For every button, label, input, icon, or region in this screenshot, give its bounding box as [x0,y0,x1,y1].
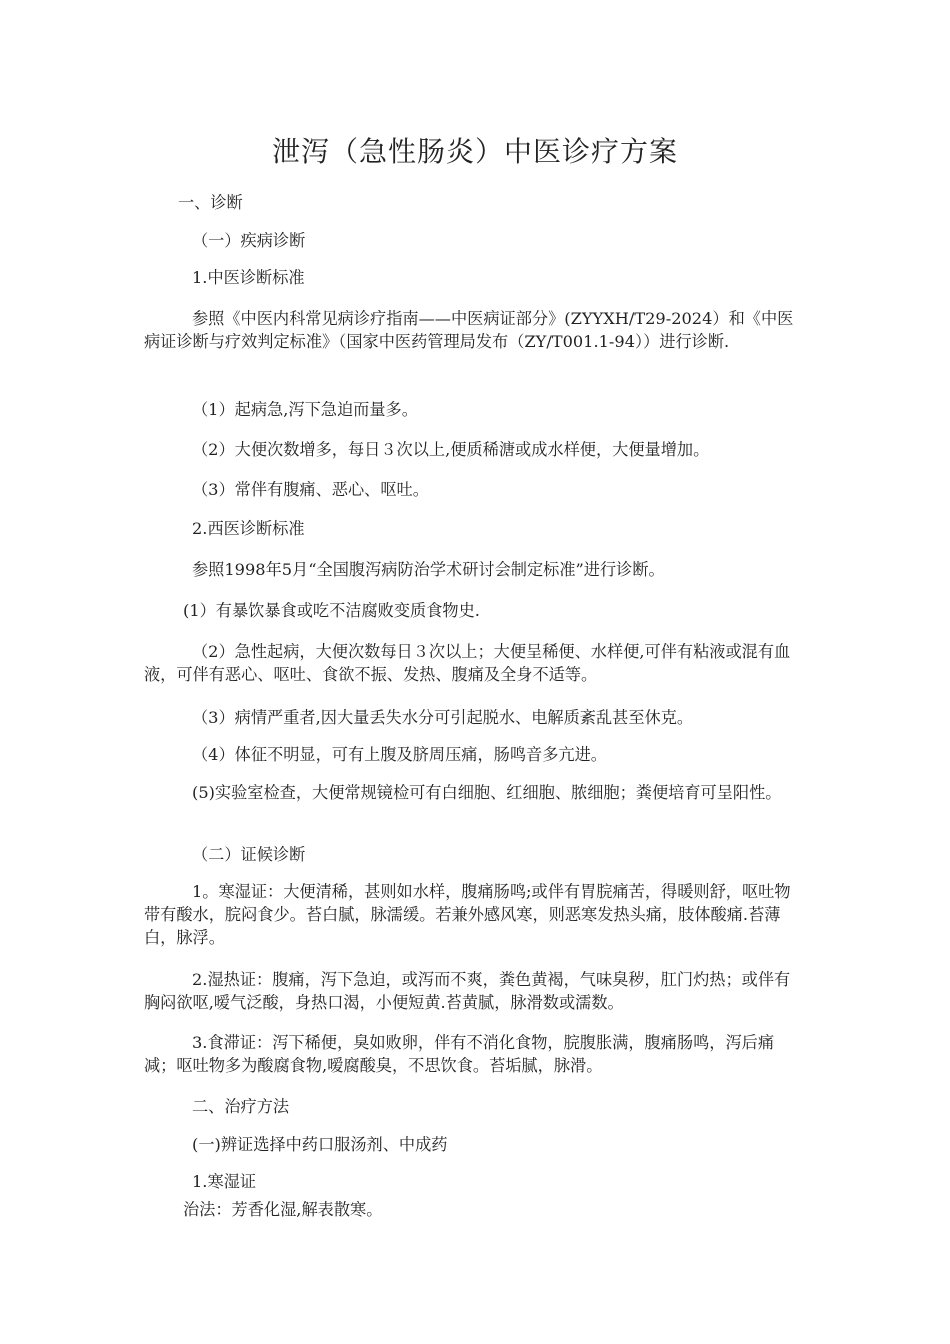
paragraph-food-stagnation-syndrome: 3.食滞证：泻下稀便，臭如败卵，伴有不消化食物，脘腹胀满，腹痛肠鸣，泻后痛减；呕吐物多为酸腐食物,嗳腐酸臭，不思饮食。苔垢腻，脉滑。 [144,1033,775,1075]
paragraph-western-item-4: （4）体征不明显，可有上腹及脐周压痛，肠鸣音多亢进。 [192,745,607,764]
document-title: 泄泻（急性肠炎）中医诊疗方案 [271,135,678,168]
section-heading-diagnosis: 一、诊断 [178,193,243,212]
subsection-heading-syndrome-diagnosis: （二）证候诊断 [192,845,306,864]
subsection-heading-herbal-medicine: (一)辨证选择中药口服汤剂、中成药 [192,1135,448,1154]
paragraph-western-reference: 参照1998年5月“全国腹泻病防治学术研讨会制定标准”进行诊断。 [192,560,665,579]
paragraph-tcm-item-2: （2）大便次数增多，每日３次以上,便质稀溏或成水样便，大便量增加。 [192,440,710,459]
paragraph-cold-damp-syndrome: 1。寒湿证：大便清稀，甚则如水样，腹痛肠鸣;或伴有胃脘痛苦，得暖则舒，呕吐物带有酸水，脘闷食少。苔白腻，脉濡缓。若兼外感风寒，则恶寒发热头痛，肢体酸痛.苔薄白，脉浮。 [144,882,791,947]
paragraph-tcm-item-1: （1）起病急,泻下急迫而量多。 [192,400,418,419]
paragraph-tcm-item-3: （3）常伴有腹痛、恶心、呕吐。 [192,480,429,499]
heading-tcm-criteria: 1.中医诊断标准 [192,268,305,287]
heading-cold-damp-treatment: 1.寒湿证 [192,1172,257,1191]
paragraph-western-item-1: (1）有暴饮暴食或吃不洁腐败变质食物史. [183,601,480,620]
section-heading-treatment: 二、治疗方法 [192,1097,290,1116]
paragraph-tcm-reference: 参照《中医内科常见病诊疗指南——中医病证部分》(ZYYXH/T29-2024）和《中医病证诊断与疗效判定标准》（国家中医药管理局发布（ZY/T001.1-94））进行诊断. [144,309,794,351]
paragraph-western-item-2: （2）急性起病，大便次数每日３次以上；大便呈稀便、水样便,可伴有粘液或混有血液，可伴有恶心、呕吐、食欲不振、发热、腹痛及全身不适等。 [144,642,791,684]
paragraph-western-item-5: (5)实验室检查，大便常规镜检可有白细胞、红细胞、脓细胞；粪便培育可呈阳性。 [192,783,782,802]
subsection-heading-disease-diagnosis: （一）疾病诊断 [192,231,306,250]
paragraph-western-item-3: （3）病情严重者,因大量丢失水分可引起脱水、电解质紊乱甚至休克。 [192,708,694,727]
paragraph-treatment-principle: 治法：芳香化湿,解表散寒。 [183,1200,383,1219]
heading-western-criteria: 2.西医诊断标准 [192,519,305,538]
paragraph-damp-heat-syndrome: 2.湿热证：腹痛，泻下急迫，或泻而不爽，粪色黄褐，气味臭秽，肛门灼热；或伴有胸闷欲呕,嗳气泛酸，身热口渴，小便短黄.苔黄腻，脉滑数或濡数。 [144,970,791,1012]
